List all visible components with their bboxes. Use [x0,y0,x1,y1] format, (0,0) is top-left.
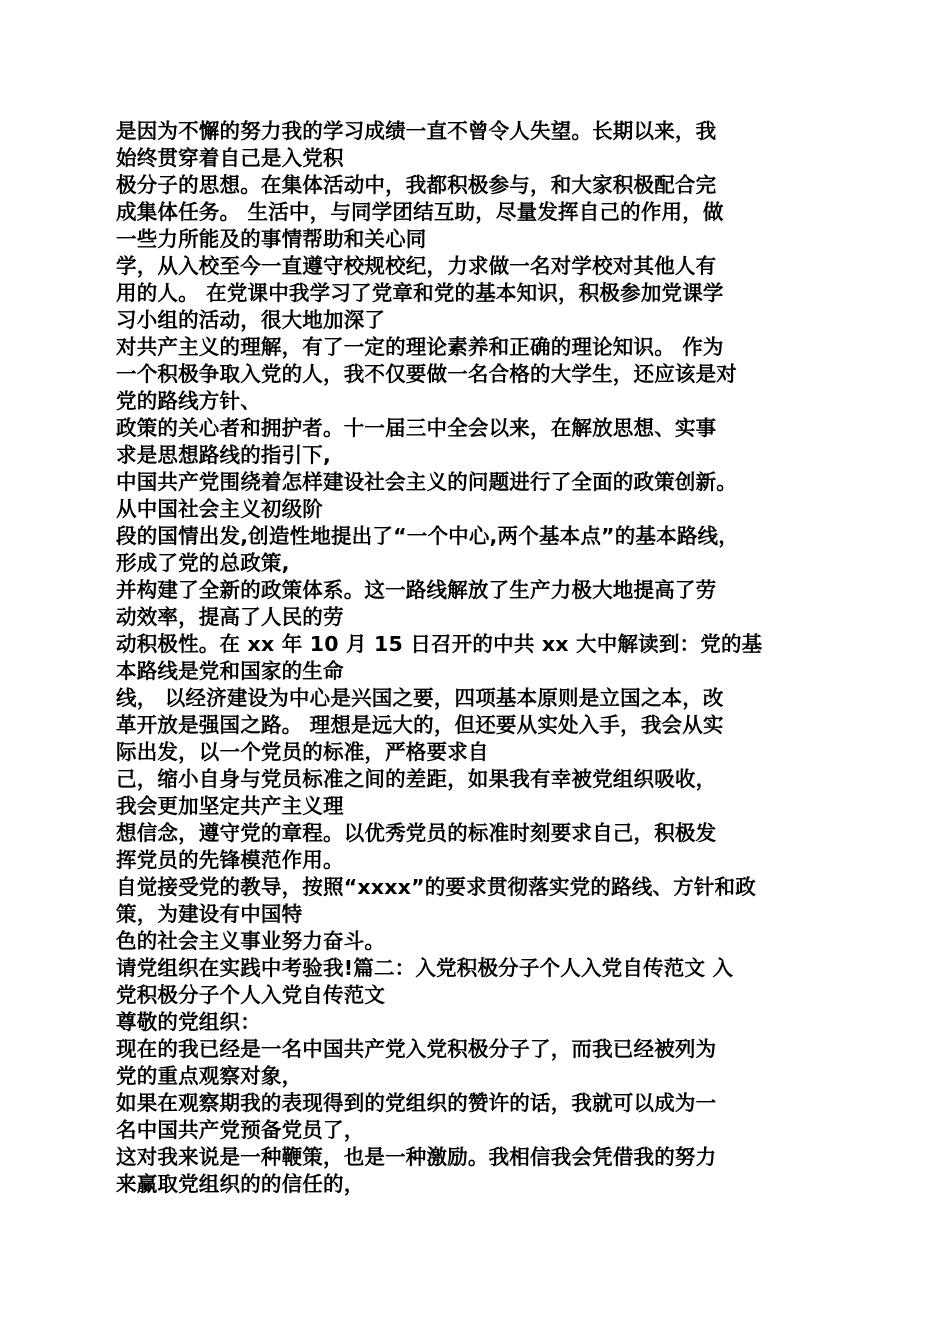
text-line: 想信念，遵守党的章程。以优秀党员的标准时刻要求自己，积极发 [116,821,717,845]
text-line: 成集体任务。 生活中，与同学团结互助，尽量发挥自己的作用，做 [116,200,724,224]
text-line: 如果在观察期我的表现得到的党组织的赞许的话，我就可以成为一 [116,1091,717,1115]
text-line: 己，缩小自身与党员标准之间的差距，如果我有幸被党组织吸收， [116,767,717,791]
text-line: 来赢取党组织的的信任的， [116,1172,365,1196]
text-line: 习小组的活动，很大地加深了 [116,308,386,332]
text-line: 革开放是强国之路。 理想是远大的，但还要从实处入手，我会从实 [116,713,724,737]
text-line: 从中国社会主义初级阶 [116,497,323,521]
text-line: 策，为建设有中国特 [116,902,303,926]
text-line: 学，从入校至今一直遵守校规校纪，力求做一名对学校对其他人有 [116,254,717,278]
text-line: 线， 以经济建设为中心是兴国之要，四项基本原则是立国之本，改 [116,686,724,710]
text-line: 段的国情出发,创造性地提出了“一个中心,两个基本点”的基本路线， [116,524,739,548]
text-line: 动效率，提高了人民的劳 [116,605,344,629]
text-line: 本路线是党和国家的生命 [116,659,344,683]
text-line: 一些力所能及的事情帮助和关心同 [116,227,427,251]
text-line: 现在的我已经是一名中国共产党入党积极分子了，而我已经被列为 [116,1037,717,1061]
text-line: 这对我来说是一种鞭策，也是一种激励。我相信我会凭借我的努力 [116,1145,717,1169]
text-line: 动积极性。在 xx 年 10 月 15 日召开的中共 xx 大中解读到：党的基 [116,632,763,656]
document-body [116,118,836,1198]
text-line: 党积极分子个人入党自传范文 [116,983,386,1007]
text-line: 求是思想路线的指引下, [116,443,331,467]
text-line: 对共产主义的理解，有了一定的理论素养和正确的理论知识。 作为 [116,335,724,359]
text-line: 名中国共产党预备党员了， [116,1118,365,1142]
text-line: 际出发，以一个党员的标准，严格要求自 [116,740,489,764]
text-line: 自觉接受党的教导，按照“xxxx”的要求贯彻落实党的路线、方针和政 [116,875,756,899]
text-line: 挥党员的先锋模范作用。 [116,848,344,872]
text-line: 政策的关心者和拥护者。十一届三中全会以来，在解放思想、实事 [116,416,717,440]
text-line: 形成了党的总政策, [116,551,290,575]
text-line: 始终贯穿着自己是入党积 [116,146,344,170]
salutation: 尊敬的党组织： [116,1010,261,1034]
text-line: 用的人。 在党课中我学习了党章和党的基本知识，积极参加党课学 [116,281,724,305]
text-line: 色的社会主义事业努力奋斗。 [116,929,386,953]
text-line: 是因为不懈的努力我的学习成绩一直不曾令人失望。长期以来，我 [116,119,717,143]
text-line: 极分子的思想。在集体活动中，我都积极参与，和大家积极配合完 [116,173,717,197]
text-line: 并构建了全新的政策体系。这一路线解放了生产力极大地提高了劳 [116,578,717,602]
text-line: 一个积极争取入党的人，我不仅要做一名合格的大学生，还应该是对 [116,362,737,386]
text-line: 党的路线方针、 [116,389,261,413]
text-line: 中国共产党围绕着怎样建设社会主义的问题进行了全面的政策创新。 [116,470,737,494]
text-line: 我会更加坚定共产主义理 [116,794,344,818]
text-line: 请党组织在实践中考验我!篇二：入党积极分子个人入党自传范文 入 [116,956,734,980]
text-line: 党的重点观察对象， [116,1064,303,1088]
